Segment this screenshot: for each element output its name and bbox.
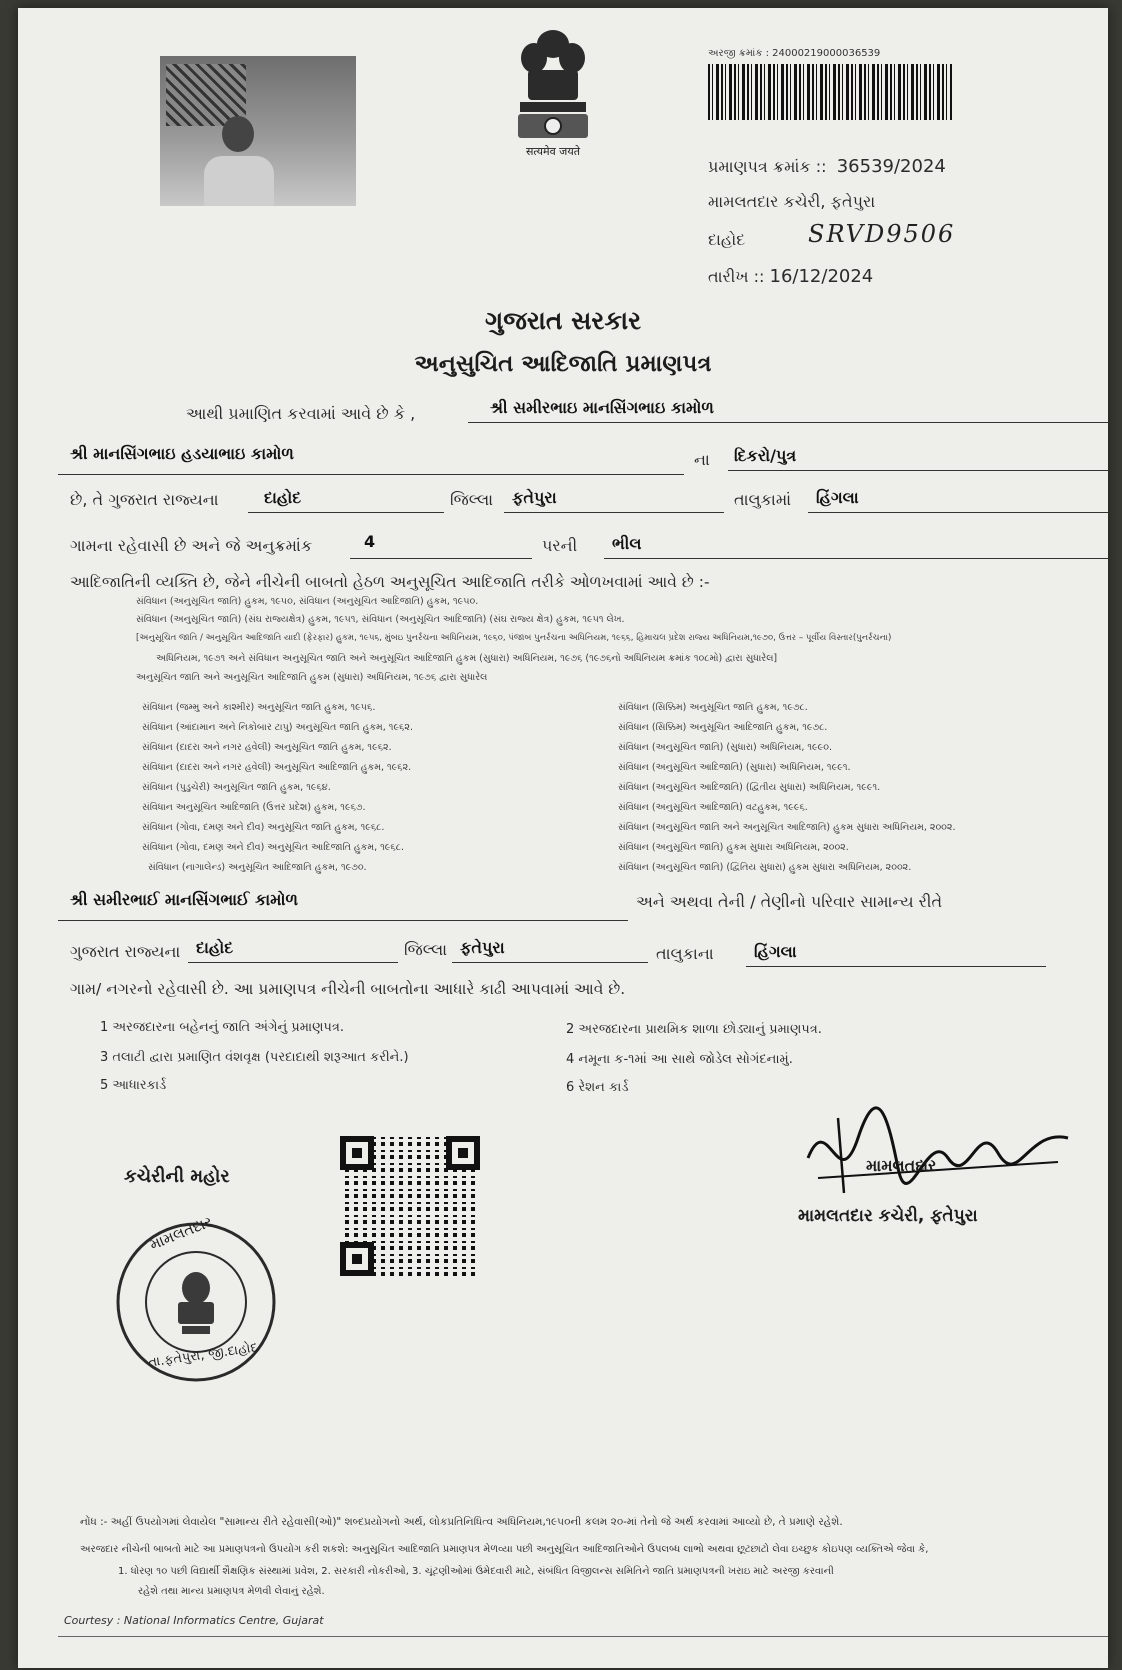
document-item: 5 આધારકાર્ડ: [100, 1078, 167, 1093]
order-line: અનુસૂચિત જાતિ અને અનુસૂચિત આદિજાતિ હુકમ (સુધારા) અધિનિયમ, ૧૯૭૬ દ્વારા સુધારેલ: [136, 672, 488, 683]
order-right: સંવિધાન (સિક્કિમ) અનુસૂચિત જાતિ હુકમ, ૧૯૭૮.: [618, 702, 808, 713]
certificate-title: અનુસુચિત આદિજાતિ પ્રમાણપત્ર: [414, 351, 712, 377]
state-label-2: ગુજરાત રાજ્યના: [70, 942, 181, 961]
on-label: પરની: [542, 536, 578, 555]
order-left: સંવિધાન (ગોવા, દમણ અને દીવ) અનુસૂચિત જાતિ હુકમ, ૧૯૬૮.: [142, 822, 385, 833]
government-title: ગુજરાત સરકાર: [484, 306, 642, 335]
applicant-name-2: શ્રી સમીરભાઈ માનસિંગભાઈ કામોળ: [70, 890, 298, 909]
document-item: 4 નમૂના ક-૧માં આ સાથે જોડેલ સોગંદનામું.: [566, 1052, 793, 1067]
order-left: સંવિધાન (દાદરા અને નગર હવેલી) અનુસૂચિત જાતિ હુકમ, ૧૯૬૨.: [142, 742, 392, 753]
order-left: સંવિધાન અનુસૂચિત આદિજાતિ (ઉત્તર પ્રદેશ) હુકમ, ૧૯૬૭.: [142, 802, 366, 813]
note-2: અરજદાર નીચેની બાબતો માટે આ પ્રમાણપત્રનો ઉપયોગ કરી શકશે: અનુસૂચિત આદિજાતિ પ્રમાણપત્ર મેળવ્યા પછી અનુસૂચિત આદિજાતિઓને ઉપલબ્ધ લાભો અથવા છૂટછાટો લેવા ઇચ્છુક કોઇપણ વ્યક્તિએ જેવા કે,: [80, 1544, 929, 1555]
order-right: સંવિધાન (અનુસૂચિત આદિજાતિ) વટહુકમ, ૧૯૯૬.: [618, 802, 808, 813]
district-label-1: જિલ્લા: [450, 490, 494, 509]
village-2: હિંગલા: [754, 942, 797, 961]
taluka-label: તાલુકામાં: [734, 490, 792, 509]
father-name: શ્રી માનસિંગભાઇ હડયાભાઇ કામોળ: [70, 444, 294, 463]
certificate-page: [18, 8, 1108, 1668]
family-text: અને અથવા તેની / તેણીનો પરિવાર સામાન્ય રીતે: [636, 892, 943, 911]
village: હિંગલા: [816, 488, 859, 507]
order-line: સંવિધાન (અનુસૂચિત જાતિ) હુકમ, ૧૯૫૦, સંવિધાન (અનુસૂચિત આદિજાતિ) હુકમ, ૧૯૫૦.: [136, 596, 479, 607]
order-line: સંવિધાન (અનુસૂચિત જાતિ) (સંઘ રાજ્યક્ષેત્ર) હુકમ, ૧૯૫૧, સંવિધાન (અનુસૂચિત આદિજાતિ) (સંઘ રાજ્ય ક્ષેત્ર) હુકમ, ૧૯૫૧ લેખ.: [136, 614, 625, 625]
signatory-office: મામલતદાર કચેરી, ફતેપુરા: [798, 1206, 978, 1226]
document-item: 6 રેશન કાર્ડ: [566, 1080, 629, 1095]
taluka-label-2: તાલુકાના: [656, 944, 714, 963]
seal-top-text: મામલતદાર: [147, 1212, 215, 1254]
courtesy-text: Courtesy : National Informatics Centre, Gujarat: [64, 1614, 324, 1627]
order-left: સંવિધાન (પુડુચેરી) અનુસૂચિત જાતિ હુકમ, ૧૯૬૪.: [142, 782, 331, 793]
certify-intro: આથી પ્રમાણિત કરવામાં આવે છે કે ,: [186, 404, 416, 423]
issue-date: તારીખ :: 16/12/2024: [708, 266, 874, 287]
qr-code: [340, 1136, 480, 1276]
applicant-photo: [160, 56, 356, 206]
district-label: દાહોદ: [708, 230, 746, 249]
note-1: નોંધ :- અહીં ઉપયોગમાં લેવાયેલ "સામાન્ય રીતે રહેવાસી(ઓ)" શબ્દપ્રયોગનો અર્થ, લોકપ્રતિનિધિત્વ અધિનિયમ,૧૯૫૦ની કલમ ૨૦-માં તેનો જે અર્થ કરવામાં આવ્યો છે, તે પ્રમાણે રહેશે.: [80, 1516, 843, 1528]
basis-text: ગામ/ નગરનો રહેવાસી છે. આ પ્રમાણપત્ર નીચેની બાબતોના આધારે કાઢી આપવામાં આવે છે.: [70, 980, 626, 998]
signature-title: મામલતદાર: [866, 1156, 937, 1175]
document-item: 3 તલાટી દ્વારા પ્રમાણિત વંશવૃક્ષ (પરદાદાથી શરૂઆત કરીને.): [100, 1050, 409, 1065]
order-left: સંવિધાન (આંદામાન અને નિકોબાર ટાપુ) અનુસૂચિત જાતિ હુકમ, ૧૯૬૨.: [142, 722, 413, 733]
document-item: 2 અરજદારના પ્રાથમિક શાળા છોડ્યાનું પ્રમાણપત્ર.: [566, 1022, 822, 1037]
certificate-number: પ્રમાણપત્ર ક્રમાંક :: 36539/2024: [708, 156, 946, 177]
order-right: સંવિધાન (અનુસૂચિત આદિજાતિ) (સુધારા) અધિનિયમ, ૧૯૯૧.: [618, 762, 851, 773]
document-item: 1 અરજદારના બહેનનું જાતિ અંગેનું પ્રમાણપત્ર.: [100, 1020, 344, 1035]
seal-bottom-text: તા.ફતેપુરા, જી.દાહોદ: [147, 1340, 259, 1371]
district-label-2: જિલ્લા: [404, 940, 448, 959]
order-left: સંવિધાન (નાગાલેન્ડ) અનુસૂચિત આદિજાતિ હુકમ, ૧૯૭૦.: [148, 862, 367, 873]
office-seal-label: કચેરીની મહોર: [124, 1166, 230, 1187]
order-right: સંવિધાન (અનુસૂચિત જાતિ) (સુધારા) અધિનિયમ, ૧૯૯૦.: [618, 742, 833, 753]
applicant-name: શ્રી સમીરભાઇ માનસિંગભાઇ કામોળ: [490, 398, 714, 417]
district-2: દાહોદ: [196, 938, 234, 957]
barcode: [708, 64, 952, 120]
order-line: [અનુસૂચિત જાતિ / અનુસૂચિત આદિજાતિ યાદી (ફેરફાર) હુકમ, ૧૯૫૬, મુંબઇ પુનર્રચના અધિનિયમ, ૧૯૬૦, પંજાબ પુનર્રચના અધિનિયમ, ૧૯૬૬, હિમાચલ પ્રદેશ રાજ્ય અધિનિયમ,૧૯૭૦, ઉત્તર – પૂર્વીય વિસ્તાર(પુનર્રચના): [136, 633, 892, 643]
district: દાહોદ: [264, 488, 302, 507]
emblem-caption: सत्यमेव जयते: [525, 145, 580, 158]
order-left: સંવિધાન (જમ્મુ અને કાશ્મીર) અનુસૂચિત જાતિ હુકમ, ૧૯૫૬.: [142, 702, 376, 713]
note-3: 1. ધોરણ ૧૦ પછી વિદ્યાર્થી શૈક્ષણિક સંસ્થામાં પ્રવેશ, 2. સરકારી નોકરીઓ, 3. ચૂંટણીઓમાં ઉમેદવારી માટે, સંબંધિત વિજીલન્સ સમિતિને જાતિ પ્રમાણપત્રની ખરાઇ માટે અરજી કરવાની: [118, 1566, 834, 1577]
national-emblem-icon: [508, 22, 598, 140]
state-text: છે, તે ગુજરાત રાજ્યના: [70, 490, 219, 509]
taluka: ફતેપુરા: [512, 488, 557, 507]
order-left: સંવિધાન (દાદરા અને નગર હવેલી) અનુસૂચિત આદિજાતિ હુકમ, ૧૯૬૨.: [142, 762, 412, 773]
order-right: સંવિધાન (અનુસૂચિત જાતિ) હુકમ સુધારા અધિનિયમ, ૨૦૦૨.: [618, 842, 849, 853]
order-right: સંવિધાન (અનુસૂચિત જાતિ) (દ્વિતિય સુધારા) હુકમ સુધારા અધિનિયમ, ૨૦૦૨.: [618, 862, 912, 873]
order-left: સંવિધાન (ગોવા, દમણ અને દીવ) અનુસૂચિત આદિજાતિ હુકમ, ૧૯૬૮.: [142, 842, 404, 853]
order-line: અધિનિયમ, ૧૯૭૧ અને સંવિધાન અનુસૂચિત જાતિ અને અનુસૂચિત આદિજાતિ હુકમ (સુધારા) અધિનિયમ, ૧૯૭૬ (૧૯૭૬નો અધિનિયમ ક્રમાંક ૧૦૮મો) દ્વારા સુધારેલ]: [156, 653, 778, 664]
order-right: સંવિધાન (અનુસૂચિત આદિજાતિ) (દ્વિતીય સુધારા) અધિનિયમ, ૧૯૯૧.: [618, 782, 881, 793]
serial-number: 4: [364, 532, 376, 551]
of-label: ના: [694, 450, 710, 469]
tribe: ભીલ: [612, 534, 642, 553]
relation: દિકરો/પુત્ર: [734, 446, 797, 465]
order-right: સંવિધાન (સિક્કિમ) અનુસૂચિત આદિજાતિ હુકમ, ૧૯૭૮.: [618, 722, 828, 733]
signature: [798, 1098, 1078, 1208]
note-4: રહેશે તથા માન્ય પ્રમાણપત્ર મેળવી લેવાનું રહેશે.: [138, 1586, 325, 1597]
office-name: મામલતદાર કચેરી, ફતેપુરા: [708, 192, 876, 211]
recognition-text: આદિજાતિની વ્યક્તિ છે, જેને નીચેની બાબતો હેઠળ અનુસૂચિત આદિજાતિ તરીકે ઓળખવામાં આવે છે :-: [70, 573, 710, 591]
taluka-2: ફતેપુરા: [460, 938, 505, 957]
resident-text: ગામના રહેવાસી છે અને જે અનુક્રમાંક: [70, 536, 313, 555]
application-number: અરજી ક્રમાંક : 24000219000036539: [708, 48, 881, 59]
order-right: સંવિધાન (અનુસૂચિત જાતિ અને અનુસૂચિત આદિજાતિ) હુકમ સુધારા અધિનિયમ, ૨૦૦૨.: [618, 822, 956, 833]
handwritten-number: SRVD9506: [808, 220, 956, 248]
